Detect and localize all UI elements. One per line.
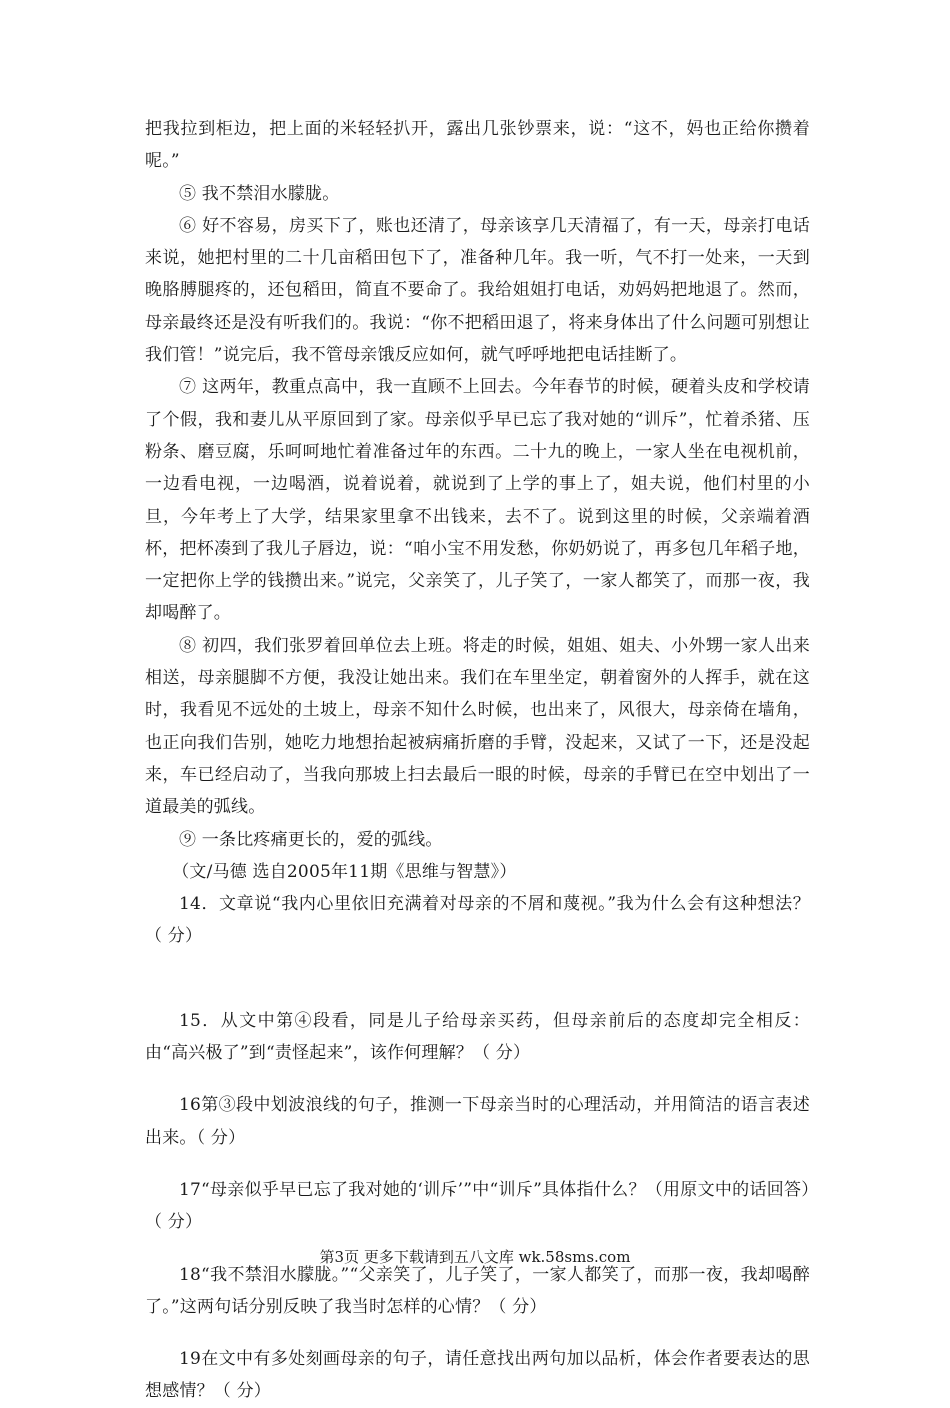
article-source: （文/马德 选自2005年11期《思维与智慧》） [172,861,517,882]
question-14: 14．文章说“我内心里依旧充满着对母亲的不屑和蔑视。”我为什么会有这种想法？（ 分） [145,894,810,947]
paragraph-7: ⑦ 这两年，教重点高中，我一直顾不上回去。今年春节的时候，硬着头皮和学校请了个假，我和妻儿从平原回到了家。母亲似乎早已忘了我对她的“训斥”，忙着杀猪、压粉条、磨豆腐，乐呵呵地忙着准备过年的东西。二十九的晚上，一家人坐在电视机前，一边看电视，一边喝酒，说着说着，就说到了上学的事上了，姐夫说，他们村里的小旦，今年考上了大学，结果家里拿不出钱来，去不了。说到这里的时候，父亲端着酒杯，把杯凑到了我儿子唇边，说：“咱小宝不用发愁，你奶奶说了，再多包几年稻子地，一定把你上学的钱攒出来。”说完，父亲笑了，儿子笑了，一家人都笑了，而那一夜，我却喝醉了。 [145,377,810,624]
question-18: 18“我不禁泪水朦胧。”“父亲笑了，儿子笑了，一家人都笑了，而那一夜，我却喝醉了。”这两句话分别反映了我当时怎样的心情？（ 分） [145,1264,810,1317]
paragraph-6: ⑥ 好不容易，房买下了，账也还清了，母亲该享几天清福了，有一天，母亲打电话来说，她把村里的二十几亩稻田包下了，准备种几年。我一听，气不打一处来，一天到晚胳膊腿疼的，还包稻田，简直不要命了。我给姐姐打电话，劝妈妈把地退了。然而，母亲最终还是没有听我们的。我说：“你不把稻田退了，将来身体出了什么问题可别想让我们管！”说完后，我不管母亲饿反应如何，就气呼呼地把电话挂断了。 [145,215,810,366]
question-15: 15．从文中第④段看，同是儿子给母亲买药，但母亲前后的态度却完全相反：由“高兴极了”到“责怪起来”，该作何理解？（ 分） [145,1010,810,1064]
document-body [145,113,810,1408]
paragraph-9: ⑨ 一条比疼痛更长的，爱的弧线。 [179,829,443,850]
question-16: 16第③段中划波浪线的句子，推测一下母亲当时的心理活动，并用简洁的语言表述出来。（ 分） [145,1095,810,1148]
question-17: 17“母亲似乎早已忘了我对她的‘训斥’”中“训斥”具体指什么？（用原文中的话回答）（ 分） [145,1179,810,1233]
page-footer: 第3页 更多下载请到五八文库 wk.58sms.com [319,1248,631,1266]
answer-space-15 [145,1069,810,1089]
answer-space-16 [145,1154,810,1174]
paragraph-8: ⑧ 初四，我们张罗着回单位去上班。将走的时候，姐姐、姐夫、小外甥一家人出来相送，母亲腿脚不方便，我没让她出来。我们在车里坐定，朝着窗外的人挥手，就在这时，我看见不远处的土坡上，母亲不知什么时候，也出来了，风很大，母亲倚在墙角，也正向我们告别，她吃力地想抬起被病痛折磨的手臂，没起来，又试了一下，还是没起来，车已经启动了，当我向那坡上扫去最后一眼的时候，母亲的手臂已在空中划出了一道最美的弧线。 [145,635,810,818]
paragraph-5: ⑤ 我不禁泪水朦胧。 [179,183,340,204]
question-19: 19在文中有多处刻画母亲的句子，请任意找出两句加以品析，体会作者要表达的思想感情？（ 分） [145,1349,810,1402]
answer-space-18 [145,1323,810,1343]
answer-space-14 [145,953,810,1005]
paragraph-continuation: 把我拉到柜边，把上面的米轻轻扒开，露出几张钞票来，说：“这不，妈也正给你攒着呢。” [145,119,810,172]
